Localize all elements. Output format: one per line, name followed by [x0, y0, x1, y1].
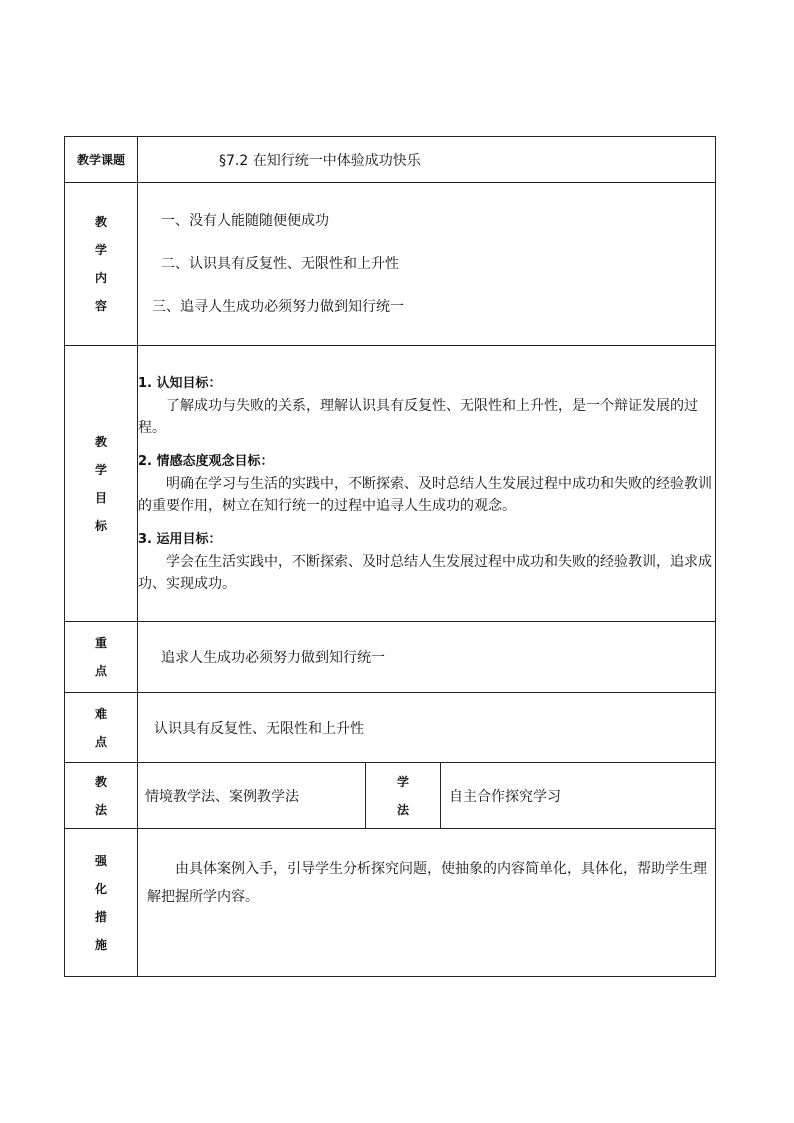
goal-heading: 3. 运用目标： [138, 531, 222, 547]
goal-heading: 2. 情感态度观念目标： [138, 453, 274, 469]
difficulty-row [65, 693, 716, 763]
topic-label: 教学课题 [65, 137, 138, 183]
lesson-plan-table [64, 136, 716, 977]
goals-content [138, 346, 716, 622]
goal-text: 学会在生活实践中，不断探索、及时总结人生发展过程中成功和失败的经验教训，追求成功、实现成功。 [138, 553, 712, 592]
goal-text: 明确在学习与生活的实践中，不断探索、及时总结人生发展过程中成功和失败的经验教训的重要作用，树立在知行统一的过程中追寻人生成功的观念。 [138, 475, 712, 514]
learn-method-label: 学 法 [366, 763, 441, 829]
key-point-value: 追求人生成功必须努力做到知行统一 [138, 622, 716, 693]
difficulty-value: 认识具有反复性、无限性和上升性 [138, 693, 716, 763]
reinforce-value: 由具体案例入手，引导学生分析探究问题，使抽象的内容简单化，具体化，帮助学生理解把握所学内容。 [138, 829, 716, 977]
goal-text: 了解成功与失败的关系，理解认识具有反复性、无限性和上升性，是一个辩证发展的过程。 [138, 397, 698, 436]
topic-value: §7.2 在知行统一中体验成功快乐 [138, 137, 716, 183]
content-item-3: 三、追寻人生成功必须努力做到知行统一 [152, 298, 404, 315]
goal-application [138, 529, 715, 595]
methods-row [65, 763, 716, 829]
content-list [138, 183, 716, 346]
goals-label: 教 学 目 标 [65, 346, 138, 622]
goals-row [65, 346, 716, 622]
content-item-1: 一、没有人能随随便便成功 [161, 212, 329, 229]
content-item-2: 二、认识具有反复性、无限性和上升性 [161, 255, 399, 272]
key-point-row [65, 622, 716, 693]
topic-row [65, 137, 716, 183]
reinforce-label: 强 化 措 施 [65, 829, 138, 977]
content-row [65, 183, 716, 346]
teach-method-label: 教 法 [65, 763, 138, 829]
learn-method-value: 自主合作探究学习 [441, 763, 716, 829]
content-label: 教 学 内 容 [65, 183, 138, 346]
reinforce-row [65, 829, 716, 977]
teach-method-value: 情境教学法、案例教学法 [138, 763, 366, 829]
key-point-label: 重 点 [65, 622, 138, 693]
goal-heading: 1. 认知目标： [138, 375, 222, 391]
difficulty-label: 难 点 [65, 693, 138, 763]
goal-emotional [138, 451, 715, 517]
goal-cognitive [138, 373, 715, 439]
